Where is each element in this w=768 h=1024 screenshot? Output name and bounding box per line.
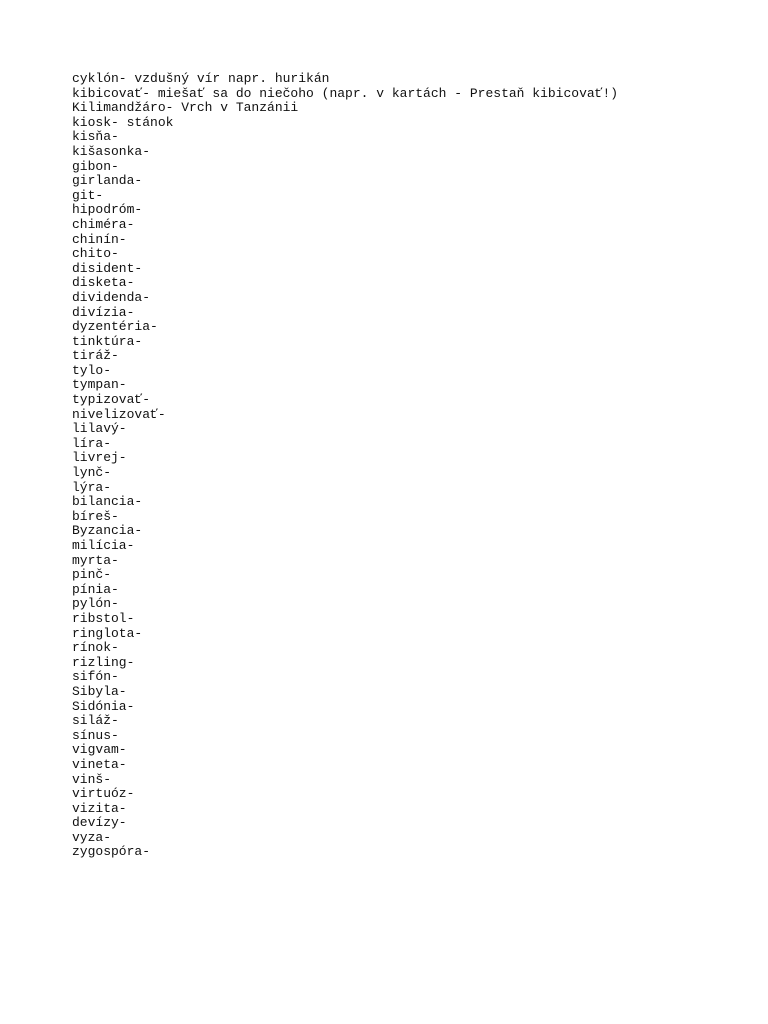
- text-line: chito-: [72, 246, 119, 262]
- text-line: virtuóz-: [72, 786, 135, 802]
- text-line: vigvam-: [72, 742, 127, 758]
- text-line: dividenda-: [72, 289, 151, 305]
- text-line: myrta-: [72, 552, 119, 568]
- text-line: girlanda-: [72, 173, 143, 189]
- text-line: tylo-: [72, 362, 112, 378]
- text-line: dyzentéria-: [72, 319, 158, 335]
- text-line: líra-: [72, 435, 112, 451]
- text-line: Sibyla-: [72, 683, 127, 699]
- text-line: livrej-: [72, 450, 127, 466]
- text-line: kišasonka-: [72, 143, 151, 159]
- text-line: pylón-: [72, 596, 119, 612]
- text-line: siláž-: [72, 713, 119, 729]
- text-line: vizita-: [72, 800, 127, 816]
- text-line: rínok-: [72, 640, 119, 656]
- text-line: ringlota-: [72, 625, 143, 641]
- text-line: cyklón- vzdušný vír napr. hurikán: [72, 71, 330, 86]
- text-line: sínus-: [72, 727, 119, 743]
- text-line: pínia-: [72, 581, 119, 597]
- text-line: bilancia-: [72, 494, 143, 510]
- text-line: typizovať-: [72, 392, 151, 408]
- text-line: disident-: [72, 260, 143, 276]
- text-line: chiméra-: [72, 216, 135, 232]
- text-line: Kilimandžáro- Vrch v Tanzánii: [72, 100, 299, 116]
- text-line: Sidónia-: [72, 698, 135, 714]
- text-line: disketa-: [72, 275, 135, 291]
- text-line: kiosk- stánok: [72, 114, 174, 130]
- text-line: nivelizovať-: [72, 406, 166, 422]
- text-line: pinč-: [72, 567, 112, 583]
- text-line: gibon-: [72, 158, 119, 174]
- text-line: hipodróm-: [72, 202, 143, 218]
- text-line: vyza-: [72, 829, 112, 845]
- text-line: divízia-: [72, 304, 135, 320]
- text-line: vineta-: [72, 756, 127, 772]
- text-line: lýra-: [72, 479, 112, 495]
- text-line: lilavý-: [72, 421, 127, 437]
- text-line: ribstol-: [72, 610, 135, 626]
- text-line: git-: [72, 187, 104, 203]
- text-line: sifón-: [72, 669, 119, 685]
- text-line: kisňa-: [72, 129, 119, 145]
- text-line: rizling-: [72, 654, 135, 670]
- word-list: [72, 72, 618, 860]
- text-line: tinktúra-: [72, 333, 143, 349]
- text-line: milícia-: [72, 538, 135, 553]
- text-line: tympan-: [72, 377, 127, 393]
- text-line: devízy-: [72, 815, 127, 831]
- text-line: lynč-: [72, 465, 112, 481]
- text-line: chinín-: [72, 231, 127, 247]
- text-line: vinš-: [72, 771, 112, 787]
- text-line: tiráž-: [72, 348, 119, 364]
- text-line: zygospóra-: [72, 844, 151, 860]
- text-line: Byzancia-: [72, 523, 143, 539]
- text-line: bíreš-: [72, 508, 119, 524]
- text-line: kibicovať- miešať sa do niečoho (napr. v kartách - Prestaň kibicovať!): [72, 85, 619, 101]
